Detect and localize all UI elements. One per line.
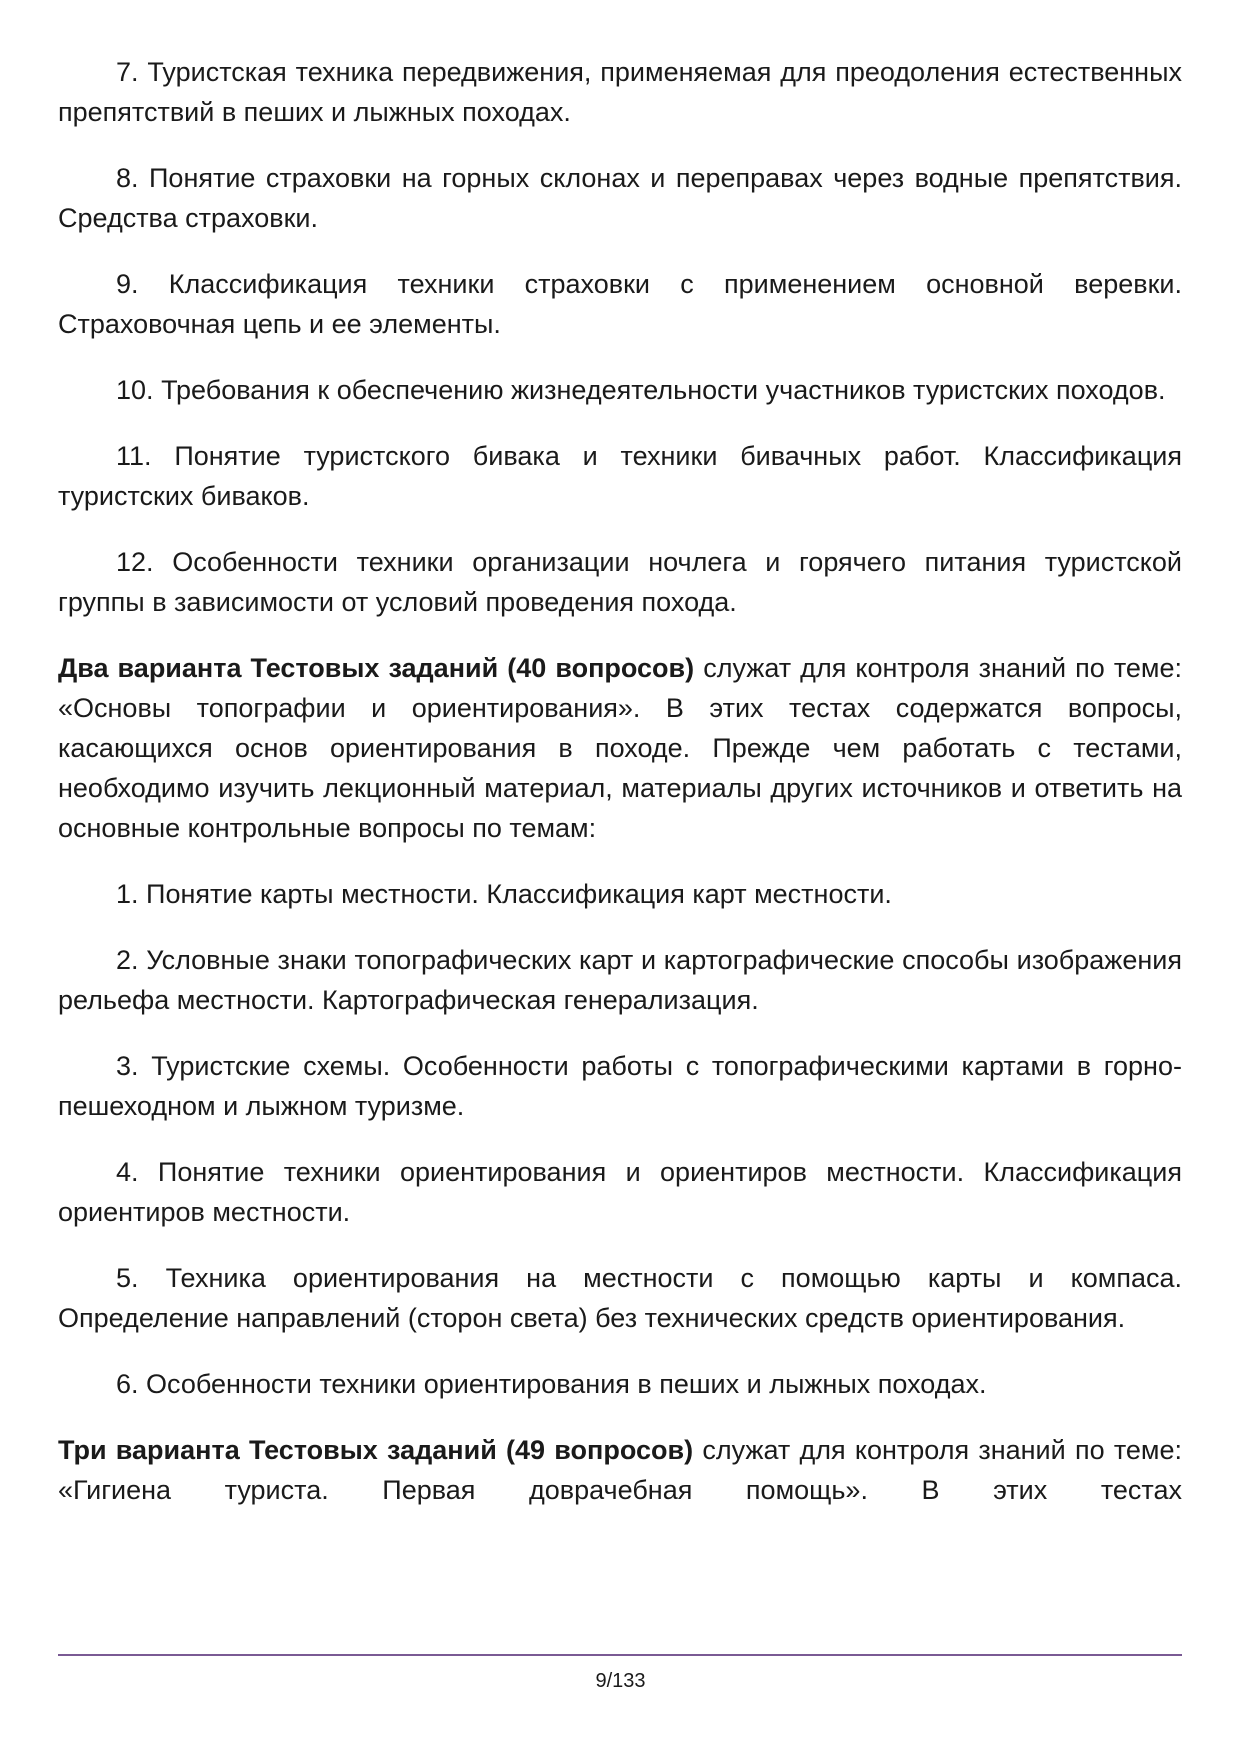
list-item-text: Туристская техника передвижения, применяемая для преодоления естественных препятствий в пеших и лыжных походах. bbox=[58, 57, 1182, 127]
list-item-number: 12. bbox=[116, 547, 154, 577]
list-item-text: Особенности техники ориентирования в пеших и лыжных походах. bbox=[146, 1369, 987, 1399]
list-item bbox=[58, 158, 1182, 238]
list-item-number: 9. bbox=[116, 269, 139, 299]
question-list-b bbox=[58, 874, 1182, 1404]
test-description-topography bbox=[58, 648, 1182, 848]
list-item-number: 10. bbox=[116, 375, 154, 405]
list-item bbox=[58, 1258, 1182, 1338]
list-item-number: 3. bbox=[116, 1051, 139, 1081]
list-item bbox=[58, 940, 1182, 1020]
list-item-number: 1. bbox=[116, 879, 139, 909]
list-item bbox=[58, 1152, 1182, 1232]
question-list-a bbox=[58, 52, 1182, 622]
list-item-text: Понятие туристского бивака и техники бивачных работ. Классификация туристских биваков. bbox=[58, 441, 1182, 511]
list-item-text: Туристские схемы. Особенности работы с топографическими картами в горно-пешеходном и лыжном туризме. bbox=[58, 1051, 1182, 1121]
list-item-number: 2. bbox=[116, 945, 139, 975]
document-body bbox=[58, 52, 1182, 1536]
list-item-number: 11. bbox=[116, 441, 152, 471]
list-item-text: Понятие страховки на горных склонах и переправах через водные препятствия. Средства страховки. bbox=[58, 163, 1182, 233]
test-description-hygiene bbox=[58, 1430, 1182, 1510]
list-item bbox=[58, 52, 1182, 132]
list-item bbox=[58, 542, 1182, 622]
test-description-text: служат для контроля знаний по теме: «Основы топографии и ориентирования». В этих тестах содержатся вопросы, касающихся основ ориентирования в походе. Прежде чем работать с тестами, необходимо изучить лекционный материал, материалы других источников и ответить на основные контрольные вопросы по темам: bbox=[58, 653, 1182, 843]
list-item-number: 7. bbox=[116, 57, 139, 87]
test-title-bold: Два варианта Тестовых заданий (40 вопросов) bbox=[58, 653, 695, 683]
footer-divider bbox=[58, 1654, 1182, 1656]
list-item-text: Требования к обеспечению жизнедеятельности участников туристских походов. bbox=[161, 375, 1166, 405]
list-item-number: 4. bbox=[116, 1157, 139, 1187]
test-description-text: служат для контроля знаний по теме: «Гигиена туриста. Первая доврачебная помощь». В этих тестах bbox=[58, 1435, 1182, 1505]
list-item-text: Условные знаки топографических карт и картографические способы изображения рельефа местности. Картографическая генерализация. bbox=[58, 945, 1182, 1015]
list-item-number: 6. bbox=[116, 1369, 139, 1399]
list-item bbox=[58, 1364, 1182, 1404]
list-item-text: Классификация техники страховки с применением основной веревки. Страховочная цепь и ее элементы. bbox=[58, 269, 1182, 339]
list-item-number: 5. bbox=[116, 1263, 139, 1293]
list-item bbox=[58, 370, 1182, 410]
list-item bbox=[58, 264, 1182, 344]
list-item-text: Техника ориентирования на местности с помощью карты и компаса. Определение направлений (сторон света) без технических средств ориентирования. bbox=[58, 1263, 1182, 1333]
list-item bbox=[58, 436, 1182, 516]
list-item-text: Особенности техники организации ночлега и горячего питания туристской группы в зависимости от условий проведения похода. bbox=[58, 547, 1182, 617]
list-item-text: Понятие техники ориентирования и ориентиров местности. Классификация ориентиров местности. bbox=[58, 1157, 1182, 1227]
list-item-number: 8. bbox=[116, 163, 139, 193]
list-item bbox=[58, 874, 1182, 914]
test-title-bold: Три варианта Тестовых заданий (49 вопросов) bbox=[58, 1435, 694, 1465]
list-item-text: Понятие карты местности. Классификация карт местности. bbox=[146, 879, 892, 909]
list-item bbox=[58, 1046, 1182, 1126]
page-number: 9/133 bbox=[595, 1670, 646, 1692]
